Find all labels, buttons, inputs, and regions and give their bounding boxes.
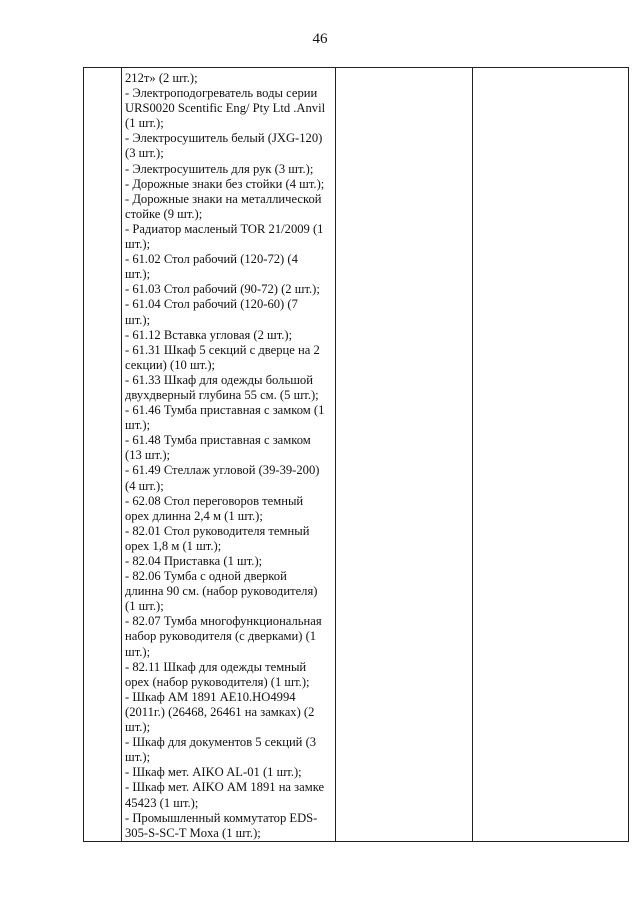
item-line: - 61.03 Стол рабочий (90-72) (2 шт.); <box>125 282 320 297</box>
item-line: шт.); <box>125 644 151 659</box>
table-cell-items <box>122 68 336 842</box>
page-number: 46 <box>312 31 328 47</box>
item-line: шт.); <box>125 750 151 765</box>
item-line: шт.); <box>125 720 151 735</box>
item-line: орех (набор руководителя) (1 шт.); <box>125 674 310 689</box>
table-cell-empty <box>473 68 629 842</box>
item-line: шт.); <box>125 312 151 327</box>
item-line: - 61.46 Тумба приставная с замком (1 <box>125 403 325 418</box>
item-line: - Дорожные знаки без стойки (4 шт.); <box>125 176 325 191</box>
item-line: длинна 90 см. (набор руководителя) <box>125 584 318 599</box>
item-line: - Шкаф мет. АIKO АМ 1891 на замке <box>125 780 325 795</box>
item-line: двухдверный глубина 55 см. (5 шт.); <box>125 387 319 402</box>
item-line: (2011г.) (26468, 26461 на замках) (2 <box>125 704 315 719</box>
item-line: - Шкаф для документов 5 секций (3 <box>125 735 317 750</box>
item-line: (1 шт.); <box>125 599 164 614</box>
item-line: - Электроподогреватель воды серии <box>125 86 318 101</box>
item-line: (4 шт.); <box>125 478 164 493</box>
item-line: (13 шт.); <box>125 448 171 463</box>
item-line: 212т» (2 шт.); <box>125 71 198 85</box>
item-line: - Электросушитель белый (JXG-120) <box>125 131 323 146</box>
table-cell-index <box>84 68 122 842</box>
item-line: шт.); <box>125 418 151 433</box>
item-line: секции) (10 шт.); <box>125 357 216 372</box>
item-line: - 82.11 Шкаф для одежды темный <box>125 659 307 674</box>
item-line: набор руководителя (с дверками) (1 <box>125 629 317 644</box>
item-line: - 82.07 Тумба многофункциональная <box>125 614 322 629</box>
item-line: - 82.06 Тумба с одной дверкой <box>125 569 287 584</box>
item-line: - Шкаф АМ 1891 АЕ10.НО4994 <box>125 689 296 704</box>
item-line: орех длинна 2,4 м (1 шт.); <box>125 508 263 523</box>
table-row <box>84 68 629 842</box>
inventory-table <box>83 67 629 842</box>
item-line: - Промышленный коммутатор EDS- <box>125 810 318 825</box>
item-line: - 82.01 Стол руководителя темный <box>125 523 310 538</box>
item-line: - 61.31 Шкаф 5 секций с дверце на 2 <box>125 342 320 357</box>
item-line: - 61.49 Стеллаж угловой (39-39-200) <box>125 463 320 478</box>
item-line: (1 шт.); <box>125 116 164 131</box>
item-line: - 61.04 Стол рабочий (120-60) (7 <box>125 297 298 312</box>
item-line: - 61.12 Вставка угловая (2 шт.); <box>125 327 293 342</box>
item-line: - 82.04 Приставка (1 шт.); <box>125 554 263 568</box>
item-line: - 62.08 Стол переговоров темный <box>125 493 304 508</box>
item-line: - Радиатор масленый TOR 21/2009 (1 <box>125 221 324 236</box>
table-cell-empty <box>336 68 473 842</box>
item-line: (3 шт.); <box>125 146 164 161</box>
item-line: - Шкаф мет. АIKO AL-01 (1 шт.); <box>125 765 302 780</box>
item-line: шт.); <box>125 267 151 282</box>
item-line: стойке (9 шт.); <box>125 206 203 221</box>
item-line: - Электросушитель для рук (3 шт.); <box>125 161 314 176</box>
item-line: шт.); <box>125 237 151 252</box>
item-line: - 61.33 Шкаф для одежды большой <box>125 372 313 387</box>
item-line: орех 1,8 м (1 шт.); <box>125 538 222 553</box>
item-line: - Дорожные знаки на металлической <box>125 191 322 206</box>
item-line: URS0020 Scentific Eng/ Pty Ltd .Anvil <box>125 101 326 116</box>
item-line: - 61.48 Тумба приставная с замком <box>125 433 311 448</box>
item-line: 45423 (1 шт.); <box>125 795 199 810</box>
item-line: - 61.02 Стол рабочий (120-72) (4 <box>125 252 298 267</box>
item-line: 305-S-SC-T Moxa (1 шт.); <box>125 825 261 840</box>
items-list <box>125 71 331 841</box>
